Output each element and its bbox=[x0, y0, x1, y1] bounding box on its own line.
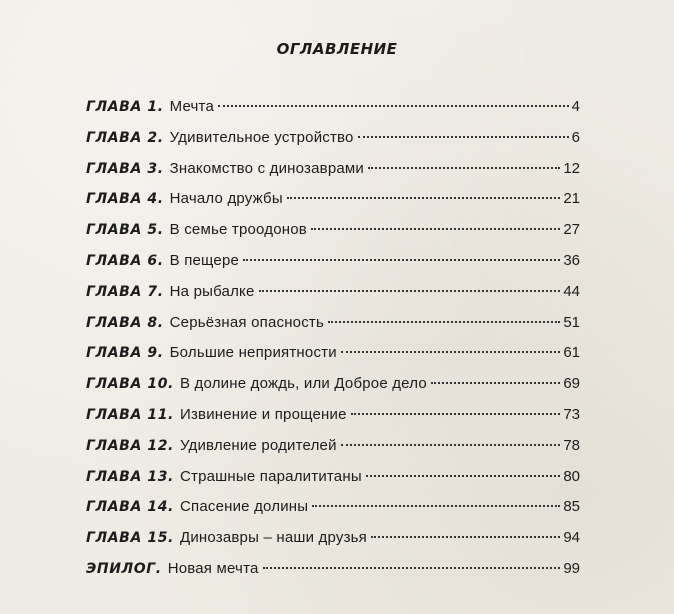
chapter-title: Удивительное устройство bbox=[169, 128, 354, 146]
chapter-label: ГЛАВА 10. bbox=[86, 376, 174, 393]
page-number: 36 bbox=[563, 251, 580, 269]
chapter-label: ЭПИЛОГ. bbox=[86, 560, 162, 577]
chapter-title: Динозавры – наши друзья bbox=[179, 529, 368, 547]
chapter-title: Большие неприятности bbox=[169, 344, 337, 362]
page-number: 51 bbox=[563, 313, 580, 331]
chapter-label: ГЛАВА 12. bbox=[86, 437, 174, 454]
toc-entry bbox=[86, 92, 580, 123]
dot-leader bbox=[311, 228, 560, 230]
page-number: 94 bbox=[563, 529, 580, 547]
chapter-label: ГЛАВА 2. bbox=[86, 129, 164, 146]
toc-entry bbox=[86, 431, 580, 462]
chapter-label: ГЛАВА 4. bbox=[86, 191, 164, 208]
toc-entry bbox=[86, 184, 580, 215]
chapter-title: Страшные паралититаны bbox=[179, 467, 362, 485]
toc-entry bbox=[86, 123, 580, 154]
toc-entry bbox=[86, 308, 580, 339]
dot-leader bbox=[358, 136, 569, 138]
chapter-label: ГЛАВА 8. bbox=[86, 314, 164, 331]
chapter-title: Мечта bbox=[169, 98, 214, 115]
toc-entry bbox=[86, 338, 580, 369]
page-number: 80 bbox=[563, 467, 580, 485]
chapter-title: Новая мечта bbox=[167, 559, 259, 577]
dot-leader bbox=[431, 382, 560, 384]
dot-leader bbox=[312, 505, 560, 507]
chapter-label: ГЛАВА 15. bbox=[86, 530, 174, 547]
page-number: 69 bbox=[563, 375, 580, 393]
toc-entry bbox=[86, 369, 580, 400]
toc-entry bbox=[86, 154, 580, 185]
chapter-label: ГЛАВА 6. bbox=[86, 252, 164, 269]
page-title: ОГЛАВЛЕНИЕ bbox=[276, 40, 398, 58]
dot-leader bbox=[263, 567, 561, 569]
page-number: 27 bbox=[563, 221, 580, 239]
page-number: 21 bbox=[563, 190, 580, 208]
toc-list bbox=[86, 92, 580, 585]
toc-entry bbox=[86, 215, 580, 246]
chapter-title: Удивление родителей bbox=[179, 436, 337, 454]
chapter-title: Серьёзная опасность bbox=[169, 313, 325, 331]
page-number: 44 bbox=[563, 282, 580, 300]
toc-entry bbox=[86, 462, 580, 493]
chapter-title: Знакомство с динозаврами bbox=[169, 159, 364, 177]
page-number: 12 bbox=[563, 159, 580, 177]
page-number: 61 bbox=[563, 344, 580, 362]
dot-leader bbox=[371, 536, 560, 538]
toc-entry bbox=[86, 492, 580, 523]
dot-leader bbox=[259, 290, 561, 292]
toc-entry bbox=[86, 246, 580, 277]
chapter-title: В семье троодонов bbox=[169, 221, 307, 239]
chapter-title: В долине дождь, или Доброе дело bbox=[179, 375, 427, 393]
toc-entry bbox=[86, 277, 580, 308]
chapter-label: ГЛАВА 5. bbox=[86, 222, 164, 239]
chapter-label: ГЛАВА 11. bbox=[86, 406, 174, 423]
chapter-title: Извинение и прощение bbox=[179, 405, 347, 423]
dot-leader bbox=[351, 413, 561, 415]
dot-leader bbox=[341, 444, 561, 446]
page-number: 78 bbox=[563, 436, 580, 454]
chapter-title: На рыбалке bbox=[169, 282, 255, 300]
toc-entry bbox=[86, 523, 580, 554]
chapter-label: ГЛАВА 7. bbox=[86, 283, 164, 300]
dot-leader bbox=[243, 259, 560, 261]
chapter-label: ГЛАВА 14. bbox=[86, 499, 174, 516]
page-number: 4 bbox=[571, 98, 580, 115]
chapter-label: ГЛАВА 13. bbox=[86, 468, 174, 485]
dot-leader bbox=[287, 197, 560, 199]
page-number: 85 bbox=[563, 498, 580, 516]
chapter-label: ГЛАВА 1. bbox=[86, 99, 164, 115]
chapter-label: ГЛАВА 9. bbox=[86, 345, 164, 362]
page-number: 6 bbox=[571, 128, 580, 146]
chapter-title: Спасение долины bbox=[179, 498, 309, 516]
chapter-title: В пещере bbox=[169, 251, 240, 269]
dot-leader bbox=[218, 105, 569, 107]
dot-leader bbox=[341, 351, 561, 353]
chapter-title: Начало дружбы bbox=[169, 190, 283, 208]
toc-entry bbox=[86, 554, 580, 585]
page-number: 99 bbox=[563, 559, 580, 577]
chapter-label: ГЛАВА 3. bbox=[86, 160, 164, 177]
dot-leader bbox=[366, 475, 561, 477]
toc-entry bbox=[86, 400, 580, 431]
dot-leader bbox=[328, 321, 560, 323]
page-number: 73 bbox=[563, 405, 580, 423]
dot-leader bbox=[368, 167, 560, 169]
